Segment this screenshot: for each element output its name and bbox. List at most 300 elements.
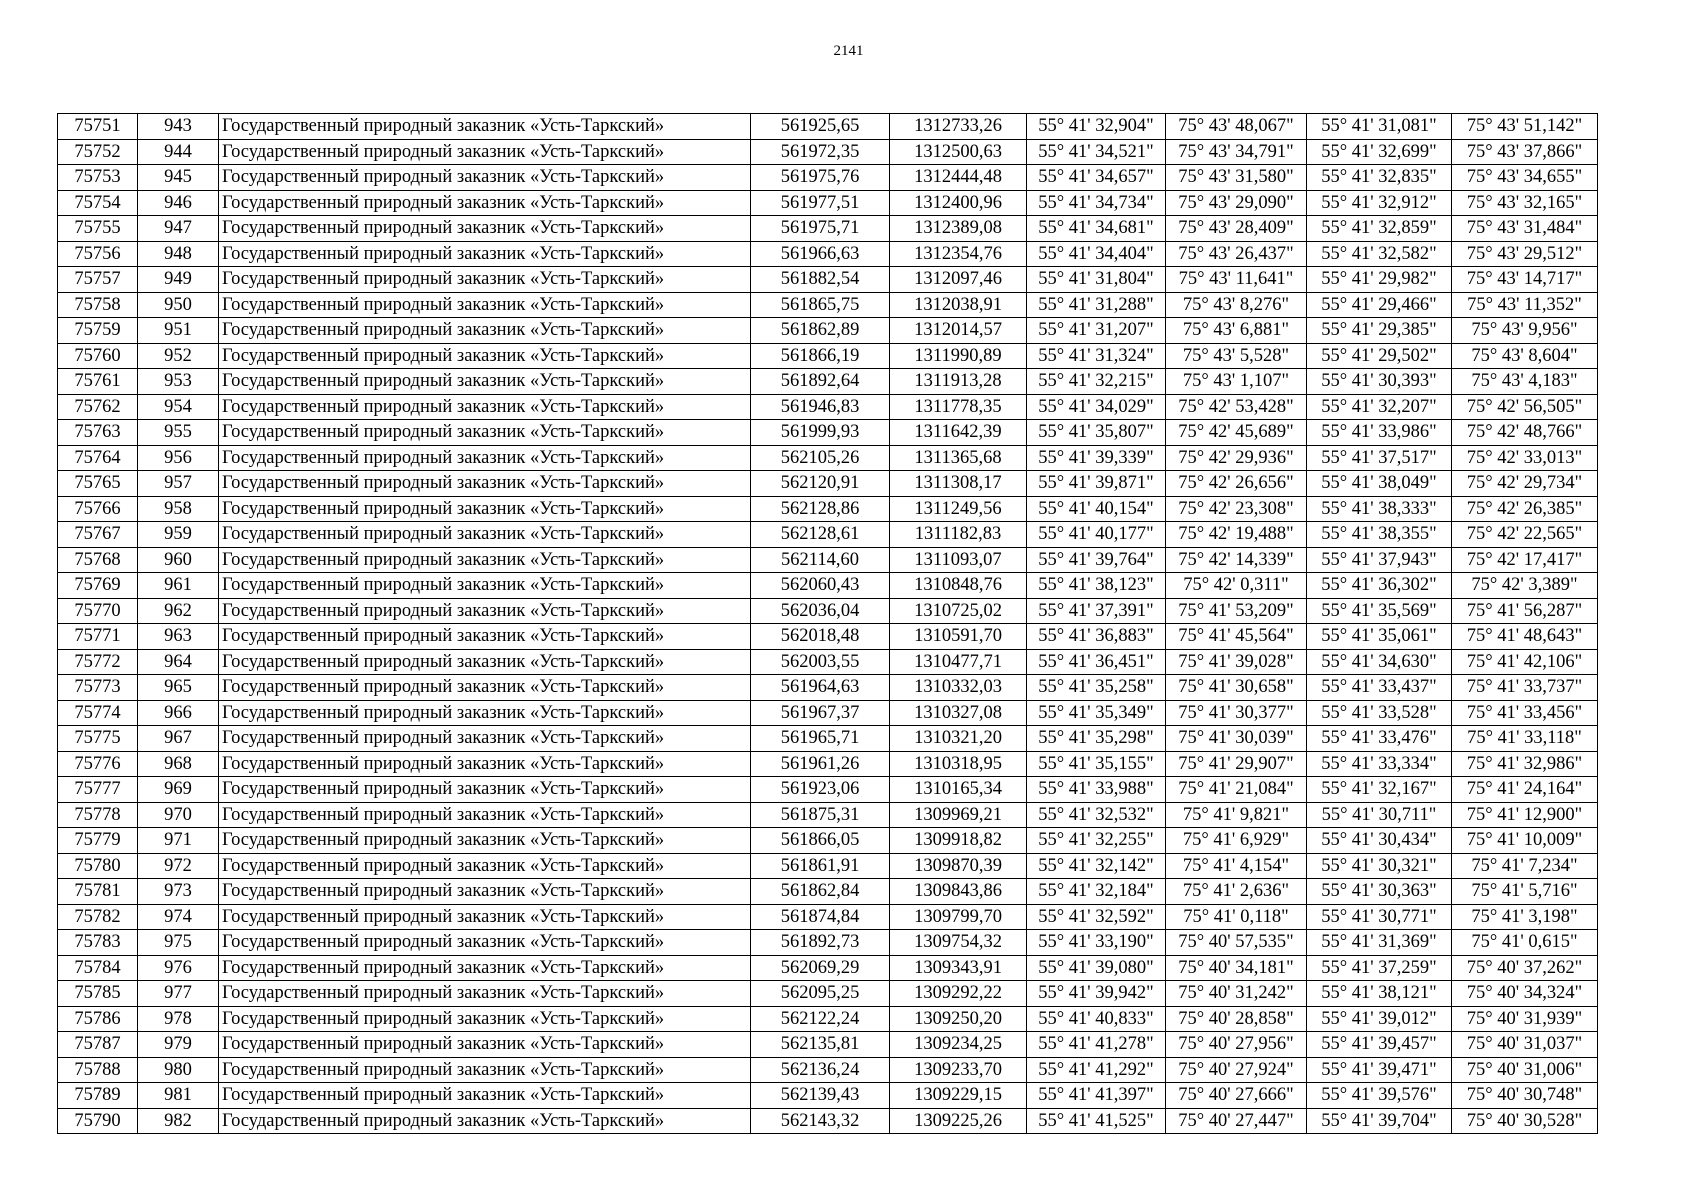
cell-coord-x: 561862,84 bbox=[751, 879, 890, 905]
cell-row-number: 75773 bbox=[58, 675, 138, 701]
cell-longitude-1: 75° 42' 53,428" bbox=[1166, 394, 1307, 420]
cell-latitude-1: 55° 41' 32,184" bbox=[1027, 879, 1166, 905]
cell-row-number: 75789 bbox=[58, 1083, 138, 1109]
cell-longitude-2: 75° 41' 5,716" bbox=[1452, 879, 1598, 905]
cell-latitude-1: 55° 41' 39,339" bbox=[1027, 445, 1166, 471]
cell-latitude-2: 55° 41' 32,835" bbox=[1307, 165, 1452, 191]
cell-point-number: 955 bbox=[138, 420, 219, 446]
cell-point-number: 957 bbox=[138, 471, 219, 497]
cell-longitude-2: 75° 43' 14,717" bbox=[1452, 267, 1598, 293]
cell-coord-x: 561866,19 bbox=[751, 343, 890, 369]
cell-latitude-1: 55° 41' 31,804" bbox=[1027, 267, 1166, 293]
cell-longitude-1: 75° 43' 1,107" bbox=[1166, 369, 1307, 395]
cell-row-number: 75771 bbox=[58, 624, 138, 650]
cell-latitude-1: 55° 41' 35,298" bbox=[1027, 726, 1166, 752]
cell-point-number: 947 bbox=[138, 216, 219, 242]
cell-row-number: 75756 bbox=[58, 241, 138, 267]
cell-row-number: 75788 bbox=[58, 1057, 138, 1083]
cell-point-number: 967 bbox=[138, 726, 219, 752]
cell-latitude-1: 55° 41' 39,871" bbox=[1027, 471, 1166, 497]
cell-longitude-2: 75° 43' 51,142" bbox=[1452, 114, 1598, 140]
cell-latitude-2: 55° 41' 39,012" bbox=[1307, 1006, 1452, 1032]
cell-object-name: Государственный природный заказник «Усть-Таркский» bbox=[219, 1057, 751, 1083]
cell-latitude-1: 55° 41' 35,807" bbox=[1027, 420, 1166, 446]
cell-longitude-2: 75° 43' 34,655" bbox=[1452, 165, 1598, 191]
cell-latitude-2: 55° 41' 29,385" bbox=[1307, 318, 1452, 344]
cell-longitude-1: 75° 40' 28,858" bbox=[1166, 1006, 1307, 1032]
table-row bbox=[58, 420, 1598, 446]
table-row bbox=[58, 471, 1598, 497]
cell-latitude-2: 55° 41' 37,943" bbox=[1307, 547, 1452, 573]
cell-longitude-1: 75° 41' 30,039" bbox=[1166, 726, 1307, 752]
cell-row-number: 75763 bbox=[58, 420, 138, 446]
cell-row-number: 75782 bbox=[58, 904, 138, 930]
cell-row-number: 75776 bbox=[58, 751, 138, 777]
table-row bbox=[58, 802, 1598, 828]
cell-coord-y: 1312400,96 bbox=[890, 190, 1027, 216]
cell-latitude-2: 55° 41' 32,207" bbox=[1307, 394, 1452, 420]
cell-latitude-1: 55° 41' 32,255" bbox=[1027, 828, 1166, 854]
cell-longitude-2: 75° 41' 0,615" bbox=[1452, 930, 1598, 956]
cell-longitude-2: 75° 41' 24,164" bbox=[1452, 777, 1598, 803]
cell-latitude-2: 55° 41' 30,711" bbox=[1307, 802, 1452, 828]
cell-coord-x: 561975,76 bbox=[751, 165, 890, 191]
cell-object-name: Государственный природный заказник «Усть-Таркский» bbox=[219, 955, 751, 981]
cell-latitude-1: 55° 41' 33,190" bbox=[1027, 930, 1166, 956]
cell-latitude-1: 55° 41' 31,207" bbox=[1027, 318, 1166, 344]
cell-coord-x: 562128,61 bbox=[751, 522, 890, 548]
cell-coord-x: 561961,26 bbox=[751, 751, 890, 777]
cell-latitude-1: 55° 41' 39,764" bbox=[1027, 547, 1166, 573]
cell-coord-y: 1310725,02 bbox=[890, 598, 1027, 624]
cell-object-name: Государственный природный заказник «Усть-Таркский» bbox=[219, 853, 751, 879]
table-row bbox=[58, 726, 1598, 752]
cell-row-number: 75786 bbox=[58, 1006, 138, 1032]
cell-longitude-1: 75° 41' 9,821" bbox=[1166, 802, 1307, 828]
cell-coord-x: 561875,31 bbox=[751, 802, 890, 828]
cell-latitude-1: 55° 41' 41,397" bbox=[1027, 1083, 1166, 1109]
cell-object-name: Государственный природный заказник «Усть-Таркский» bbox=[219, 1032, 751, 1058]
cell-object-name: Государственный природный заказник «Усть-Таркский» bbox=[219, 114, 751, 140]
cell-point-number: 952 bbox=[138, 343, 219, 369]
cell-coord-y: 1312444,48 bbox=[890, 165, 1027, 191]
cell-row-number: 75764 bbox=[58, 445, 138, 471]
cell-longitude-1: 75° 43' 26,437" bbox=[1166, 241, 1307, 267]
cell-latitude-2: 55° 41' 31,081" bbox=[1307, 114, 1452, 140]
cell-object-name: Государственный природный заказник «Усть-Таркский» bbox=[219, 802, 751, 828]
cell-point-number: 972 bbox=[138, 853, 219, 879]
table-row bbox=[58, 114, 1598, 140]
table-row bbox=[58, 547, 1598, 573]
cell-object-name: Государственный природный заказник «Усть-Таркский» bbox=[219, 700, 751, 726]
cell-coord-x: 562018,48 bbox=[751, 624, 890, 650]
cell-latitude-1: 55° 41' 35,258" bbox=[1027, 675, 1166, 701]
cell-latitude-1: 55° 41' 34,681" bbox=[1027, 216, 1166, 242]
cell-coord-y: 1311365,68 bbox=[890, 445, 1027, 471]
table-row bbox=[58, 573, 1598, 599]
cell-longitude-1: 75° 40' 34,181" bbox=[1166, 955, 1307, 981]
cell-latitude-2: 55° 41' 38,121" bbox=[1307, 981, 1452, 1007]
cell-latitude-1: 55° 41' 32,904" bbox=[1027, 114, 1166, 140]
table-row bbox=[58, 879, 1598, 905]
cell-point-number: 979 bbox=[138, 1032, 219, 1058]
cell-coord-y: 1309799,70 bbox=[890, 904, 1027, 930]
cell-latitude-1: 55° 41' 34,029" bbox=[1027, 394, 1166, 420]
cell-longitude-2: 75° 41' 10,009" bbox=[1452, 828, 1598, 854]
cell-longitude-2: 75° 41' 33,118" bbox=[1452, 726, 1598, 752]
cell-latitude-1: 55° 41' 32,592" bbox=[1027, 904, 1166, 930]
cell-longitude-2: 75° 42' 22,565" bbox=[1452, 522, 1598, 548]
cell-point-number: 963 bbox=[138, 624, 219, 650]
cell-row-number: 75754 bbox=[58, 190, 138, 216]
cell-coord-y: 1312097,46 bbox=[890, 267, 1027, 293]
cell-point-number: 960 bbox=[138, 547, 219, 573]
cell-latitude-2: 55° 41' 35,061" bbox=[1307, 624, 1452, 650]
cell-coord-x: 561972,35 bbox=[751, 139, 890, 165]
cell-latitude-1: 55° 41' 32,215" bbox=[1027, 369, 1166, 395]
cell-point-number: 976 bbox=[138, 955, 219, 981]
cell-longitude-2: 75° 41' 33,737" bbox=[1452, 675, 1598, 701]
cell-object-name: Государственный природный заказник «Усть-Таркский» bbox=[219, 139, 751, 165]
cell-coord-y: 1312389,08 bbox=[890, 216, 1027, 242]
cell-object-name: Государственный природный заказник «Усть-Таркский» bbox=[219, 318, 751, 344]
cell-longitude-1: 75° 43' 28,409" bbox=[1166, 216, 1307, 242]
cell-longitude-1: 75° 41' 6,929" bbox=[1166, 828, 1307, 854]
cell-object-name: Государственный природный заказник «Усть-Таркский» bbox=[219, 547, 751, 573]
cell-coord-y: 1309343,91 bbox=[890, 955, 1027, 981]
cell-object-name: Государственный природный заказник «Усть-Таркский» bbox=[219, 726, 751, 752]
cell-longitude-2: 75° 41' 33,456" bbox=[1452, 700, 1598, 726]
cell-point-number: 971 bbox=[138, 828, 219, 854]
cell-longitude-2: 75° 41' 3,198" bbox=[1452, 904, 1598, 930]
cell-object-name: Государственный природный заказник «Усть-Таркский» bbox=[219, 1083, 751, 1109]
cell-row-number: 75778 bbox=[58, 802, 138, 828]
cell-coord-x: 561882,54 bbox=[751, 267, 890, 293]
cell-coord-y: 1310165,34 bbox=[890, 777, 1027, 803]
cell-point-number: 975 bbox=[138, 930, 219, 956]
cell-point-number: 977 bbox=[138, 981, 219, 1007]
cell-row-number: 75765 bbox=[58, 471, 138, 497]
table-row bbox=[58, 649, 1598, 675]
cell-longitude-2: 75° 42' 48,766" bbox=[1452, 420, 1598, 446]
cell-row-number: 75787 bbox=[58, 1032, 138, 1058]
cell-longitude-1: 75° 40' 27,956" bbox=[1166, 1032, 1307, 1058]
cell-coord-y: 1312733,26 bbox=[890, 114, 1027, 140]
cell-coord-y: 1310321,20 bbox=[890, 726, 1027, 752]
cell-latitude-2: 55° 41' 30,393" bbox=[1307, 369, 1452, 395]
cell-point-number: 965 bbox=[138, 675, 219, 701]
table-row bbox=[58, 369, 1598, 395]
cell-row-number: 75777 bbox=[58, 777, 138, 803]
cell-point-number: 950 bbox=[138, 292, 219, 318]
cell-point-number: 982 bbox=[138, 1108, 219, 1134]
cell-latitude-2: 55° 41' 37,259" bbox=[1307, 955, 1452, 981]
table-row bbox=[58, 394, 1598, 420]
table-row bbox=[58, 675, 1598, 701]
cell-row-number: 75768 bbox=[58, 547, 138, 573]
cell-latitude-2: 55° 41' 36,302" bbox=[1307, 573, 1452, 599]
cell-latitude-1: 55° 41' 34,657" bbox=[1027, 165, 1166, 191]
cell-object-name: Государственный природный заказник «Усть-Таркский» bbox=[219, 496, 751, 522]
cell-coord-y: 1310327,08 bbox=[890, 700, 1027, 726]
cell-coord-x: 562120,91 bbox=[751, 471, 890, 497]
table-row bbox=[58, 241, 1598, 267]
cell-row-number: 75751 bbox=[58, 114, 138, 140]
cell-object-name: Государственный природный заказник «Усть-Таркский» bbox=[219, 751, 751, 777]
cell-latitude-2: 55° 41' 35,569" bbox=[1307, 598, 1452, 624]
table-row bbox=[58, 930, 1598, 956]
cell-longitude-1: 75° 41' 30,658" bbox=[1166, 675, 1307, 701]
cell-latitude-2: 55° 41' 38,355" bbox=[1307, 522, 1452, 548]
cell-latitude-2: 55° 41' 32,167" bbox=[1307, 777, 1452, 803]
cell-longitude-1: 75° 41' 45,564" bbox=[1166, 624, 1307, 650]
cell-coord-x: 561861,91 bbox=[751, 853, 890, 879]
cell-latitude-1: 55° 41' 34,404" bbox=[1027, 241, 1166, 267]
cell-coord-x: 562122,24 bbox=[751, 1006, 890, 1032]
cell-coord-x: 562136,24 bbox=[751, 1057, 890, 1083]
table-row bbox=[58, 1032, 1598, 1058]
table-row bbox=[58, 981, 1598, 1007]
cell-object-name: Государственный природный заказник «Усть-Таркский» bbox=[219, 292, 751, 318]
cell-point-number: 954 bbox=[138, 394, 219, 420]
cell-latitude-2: 55° 41' 33,334" bbox=[1307, 751, 1452, 777]
table-row bbox=[58, 598, 1598, 624]
cell-coord-y: 1309225,26 bbox=[890, 1108, 1027, 1134]
cell-row-number: 75760 bbox=[58, 343, 138, 369]
cell-longitude-2: 75° 43' 8,604" bbox=[1452, 343, 1598, 369]
cell-latitude-2: 55° 41' 30,434" bbox=[1307, 828, 1452, 854]
cell-latitude-1: 55° 41' 40,177" bbox=[1027, 522, 1166, 548]
cell-longitude-1: 75° 43' 34,791" bbox=[1166, 139, 1307, 165]
cell-latitude-2: 55° 41' 38,049" bbox=[1307, 471, 1452, 497]
cell-longitude-1: 75° 42' 0,311" bbox=[1166, 573, 1307, 599]
table-row bbox=[58, 1006, 1598, 1032]
cell-latitude-2: 55° 41' 39,576" bbox=[1307, 1083, 1452, 1109]
cell-row-number: 75780 bbox=[58, 853, 138, 879]
cell-row-number: 75772 bbox=[58, 649, 138, 675]
cell-row-number: 75770 bbox=[58, 598, 138, 624]
cell-point-number: 964 bbox=[138, 649, 219, 675]
cell-row-number: 75757 bbox=[58, 267, 138, 293]
cell-coord-x: 562143,32 bbox=[751, 1108, 890, 1134]
cell-coord-y: 1309234,25 bbox=[890, 1032, 1027, 1058]
cell-longitude-1: 75° 41' 0,118" bbox=[1166, 904, 1307, 930]
cell-object-name: Государственный природный заказник «Усть-Таркский» bbox=[219, 598, 751, 624]
cell-longitude-1: 75° 40' 31,242" bbox=[1166, 981, 1307, 1007]
cell-row-number: 75766 bbox=[58, 496, 138, 522]
cell-latitude-1: 55° 41' 33,988" bbox=[1027, 777, 1166, 803]
cell-coord-x: 561892,73 bbox=[751, 930, 890, 956]
cell-object-name: Государственный природный заказник «Усть-Таркский» bbox=[219, 420, 751, 446]
cell-object-name: Государственный природный заказник «Усть-Таркский» bbox=[219, 216, 751, 242]
cell-coord-y: 1311642,39 bbox=[890, 420, 1027, 446]
cell-object-name: Государственный природный заказник «Усть-Таркский» bbox=[219, 267, 751, 293]
cell-point-number: 953 bbox=[138, 369, 219, 395]
cell-coord-x: 562095,25 bbox=[751, 981, 890, 1007]
cell-coord-x: 561923,06 bbox=[751, 777, 890, 803]
cell-coord-x: 562114,60 bbox=[751, 547, 890, 573]
cell-point-number: 943 bbox=[138, 114, 219, 140]
cell-latitude-1: 55° 41' 40,154" bbox=[1027, 496, 1166, 522]
cell-row-number: 75784 bbox=[58, 955, 138, 981]
cell-coord-y: 1309918,82 bbox=[890, 828, 1027, 854]
cell-object-name: Государственный природный заказник «Усть-Таркский» bbox=[219, 649, 751, 675]
cell-point-number: 980 bbox=[138, 1057, 219, 1083]
cell-point-number: 970 bbox=[138, 802, 219, 828]
cell-coord-x: 562003,55 bbox=[751, 649, 890, 675]
cell-object-name: Государственный природный заказник «Усть-Таркский» bbox=[219, 930, 751, 956]
cell-object-name: Государственный природный заказник «Усть-Таркский» bbox=[219, 1006, 751, 1032]
cell-coord-y: 1312038,91 bbox=[890, 292, 1027, 318]
table-row bbox=[58, 496, 1598, 522]
cell-coord-y: 1310332,03 bbox=[890, 675, 1027, 701]
table-row bbox=[58, 904, 1598, 930]
cell-latitude-2: 55° 41' 33,476" bbox=[1307, 726, 1452, 752]
cell-coord-y: 1311308,17 bbox=[890, 471, 1027, 497]
cell-longitude-1: 75° 40' 57,535" bbox=[1166, 930, 1307, 956]
cell-row-number: 75781 bbox=[58, 879, 138, 905]
cell-point-number: 961 bbox=[138, 573, 219, 599]
cell-longitude-1: 75° 43' 31,580" bbox=[1166, 165, 1307, 191]
cell-latitude-1: 55° 41' 36,451" bbox=[1027, 649, 1166, 675]
cell-latitude-2: 55° 41' 39,471" bbox=[1307, 1057, 1452, 1083]
cell-row-number: 75769 bbox=[58, 573, 138, 599]
cell-coord-x: 562060,43 bbox=[751, 573, 890, 599]
cell-longitude-2: 75° 41' 12,900" bbox=[1452, 802, 1598, 828]
cell-latitude-1: 55° 41' 31,324" bbox=[1027, 343, 1166, 369]
cell-latitude-2: 55° 41' 32,859" bbox=[1307, 216, 1452, 242]
table-row bbox=[58, 853, 1598, 879]
table-row bbox=[58, 139, 1598, 165]
cell-longitude-1: 75° 43' 6,881" bbox=[1166, 318, 1307, 344]
cell-point-number: 959 bbox=[138, 522, 219, 548]
cell-longitude-1: 75° 43' 48,067" bbox=[1166, 114, 1307, 140]
cell-longitude-1: 75° 43' 29,090" bbox=[1166, 190, 1307, 216]
coordinates-table bbox=[57, 113, 1598, 1134]
cell-coord-x: 561977,51 bbox=[751, 190, 890, 216]
cell-coord-y: 1312500,63 bbox=[890, 139, 1027, 165]
cell-latitude-1: 55° 41' 34,521" bbox=[1027, 139, 1166, 165]
cell-coord-y: 1309870,39 bbox=[890, 853, 1027, 879]
table-row bbox=[58, 828, 1598, 854]
cell-longitude-2: 75° 42' 56,505" bbox=[1452, 394, 1598, 420]
cell-longitude-2: 75° 42' 29,734" bbox=[1452, 471, 1598, 497]
cell-coord-y: 1311093,07 bbox=[890, 547, 1027, 573]
table-row bbox=[58, 292, 1598, 318]
cell-coord-x: 561865,75 bbox=[751, 292, 890, 318]
table-row bbox=[58, 624, 1598, 650]
cell-object-name: Государственный природный заказник «Усть-Таркский» bbox=[219, 522, 751, 548]
cell-object-name: Государственный природный заказник «Усть-Таркский» bbox=[219, 165, 751, 191]
cell-longitude-2: 75° 42' 17,417" bbox=[1452, 547, 1598, 573]
cell-latitude-1: 55° 41' 31,288" bbox=[1027, 292, 1166, 318]
cell-coord-y: 1311778,35 bbox=[890, 394, 1027, 420]
table-row bbox=[58, 522, 1598, 548]
cell-coord-x: 561966,63 bbox=[751, 241, 890, 267]
cell-object-name: Государственный природный заказник «Усть-Таркский» bbox=[219, 445, 751, 471]
cell-row-number: 75759 bbox=[58, 318, 138, 344]
cell-coord-x: 561964,63 bbox=[751, 675, 890, 701]
cell-coord-x: 561866,05 bbox=[751, 828, 890, 854]
cell-longitude-1: 75° 40' 27,924" bbox=[1166, 1057, 1307, 1083]
cell-longitude-2: 75° 43' 4,183" bbox=[1452, 369, 1598, 395]
cell-row-number: 75767 bbox=[58, 522, 138, 548]
cell-row-number: 75790 bbox=[58, 1108, 138, 1134]
cell-row-number: 75785 bbox=[58, 981, 138, 1007]
cell-longitude-1: 75° 43' 8,276" bbox=[1166, 292, 1307, 318]
cell-object-name: Государственный природный заказник «Усть-Таркский» bbox=[219, 904, 751, 930]
cell-point-number: 969 bbox=[138, 777, 219, 803]
cell-longitude-1: 75° 41' 4,154" bbox=[1166, 853, 1307, 879]
cell-latitude-2: 55° 41' 29,982" bbox=[1307, 267, 1452, 293]
cell-longitude-1: 75° 42' 26,656" bbox=[1166, 471, 1307, 497]
cell-object-name: Государственный природный заказник «Усть-Таркский» bbox=[219, 981, 751, 1007]
cell-longitude-2: 75° 42' 33,013" bbox=[1452, 445, 1598, 471]
cell-coord-x: 562036,04 bbox=[751, 598, 890, 624]
cell-longitude-2: 75° 42' 3,389" bbox=[1452, 573, 1598, 599]
cell-point-number: 944 bbox=[138, 139, 219, 165]
cell-row-number: 75779 bbox=[58, 828, 138, 854]
cell-row-number: 75758 bbox=[58, 292, 138, 318]
cell-coord-y: 1309969,21 bbox=[890, 802, 1027, 828]
cell-object-name: Государственный природный заказник «Усть-Таркский» bbox=[219, 471, 751, 497]
table-row bbox=[58, 751, 1598, 777]
cell-longitude-1: 75° 42' 19,488" bbox=[1166, 522, 1307, 548]
cell-coord-y: 1312354,76 bbox=[890, 241, 1027, 267]
cell-coord-x: 561874,84 bbox=[751, 904, 890, 930]
cell-latitude-2: 55° 41' 32,912" bbox=[1307, 190, 1452, 216]
cell-latitude-2: 55° 41' 34,630" bbox=[1307, 649, 1452, 675]
cell-point-number: 958 bbox=[138, 496, 219, 522]
page-number: 2141 bbox=[833, 43, 864, 59]
cell-longitude-2: 75° 42' 26,385" bbox=[1452, 496, 1598, 522]
cell-object-name: Государственный природный заказник «Усть-Таркский» bbox=[219, 369, 751, 395]
cell-coord-x: 561967,37 bbox=[751, 700, 890, 726]
cell-object-name: Государственный природный заказник «Усть-Таркский» bbox=[219, 1108, 751, 1134]
cell-longitude-2: 75° 40' 31,939" bbox=[1452, 1006, 1598, 1032]
cell-coord-y: 1312014,57 bbox=[890, 318, 1027, 344]
cell-latitude-1: 55° 41' 41,525" bbox=[1027, 1108, 1166, 1134]
cell-row-number: 75755 bbox=[58, 216, 138, 242]
cell-latitude-2: 55° 41' 29,466" bbox=[1307, 292, 1452, 318]
cell-latitude-2: 55° 41' 31,369" bbox=[1307, 930, 1452, 956]
cell-coord-x: 562105,26 bbox=[751, 445, 890, 471]
cell-latitude-2: 55° 41' 33,528" bbox=[1307, 700, 1452, 726]
cell-longitude-1: 75° 42' 45,689" bbox=[1166, 420, 1307, 446]
cell-point-number: 974 bbox=[138, 904, 219, 930]
cell-longitude-1: 75° 43' 5,528" bbox=[1166, 343, 1307, 369]
cell-latitude-1: 55° 41' 37,391" bbox=[1027, 598, 1166, 624]
cell-coord-x: 561862,89 bbox=[751, 318, 890, 344]
cell-point-number: 945 bbox=[138, 165, 219, 191]
cell-latitude-2: 55° 41' 32,582" bbox=[1307, 241, 1452, 267]
cell-coord-y: 1311249,56 bbox=[890, 496, 1027, 522]
cell-point-number: 949 bbox=[138, 267, 219, 293]
table-row bbox=[58, 216, 1598, 242]
table-row bbox=[58, 955, 1598, 981]
cell-latitude-1: 55° 41' 39,080" bbox=[1027, 955, 1166, 981]
cell-coord-x: 562128,86 bbox=[751, 496, 890, 522]
cell-coord-x: 561965,71 bbox=[751, 726, 890, 752]
cell-longitude-1: 75° 41' 39,028" bbox=[1166, 649, 1307, 675]
cell-coord-x: 561975,71 bbox=[751, 216, 890, 242]
cell-latitude-2: 55° 41' 29,502" bbox=[1307, 343, 1452, 369]
table-row bbox=[58, 1108, 1598, 1134]
cell-object-name: Государственный природный заказник «Усть-Таркский» bbox=[219, 343, 751, 369]
cell-latitude-2: 55° 41' 33,986" bbox=[1307, 420, 1452, 446]
cell-point-number: 962 bbox=[138, 598, 219, 624]
cell-object-name: Государственный природный заказник «Усть-Таркский» bbox=[219, 624, 751, 650]
